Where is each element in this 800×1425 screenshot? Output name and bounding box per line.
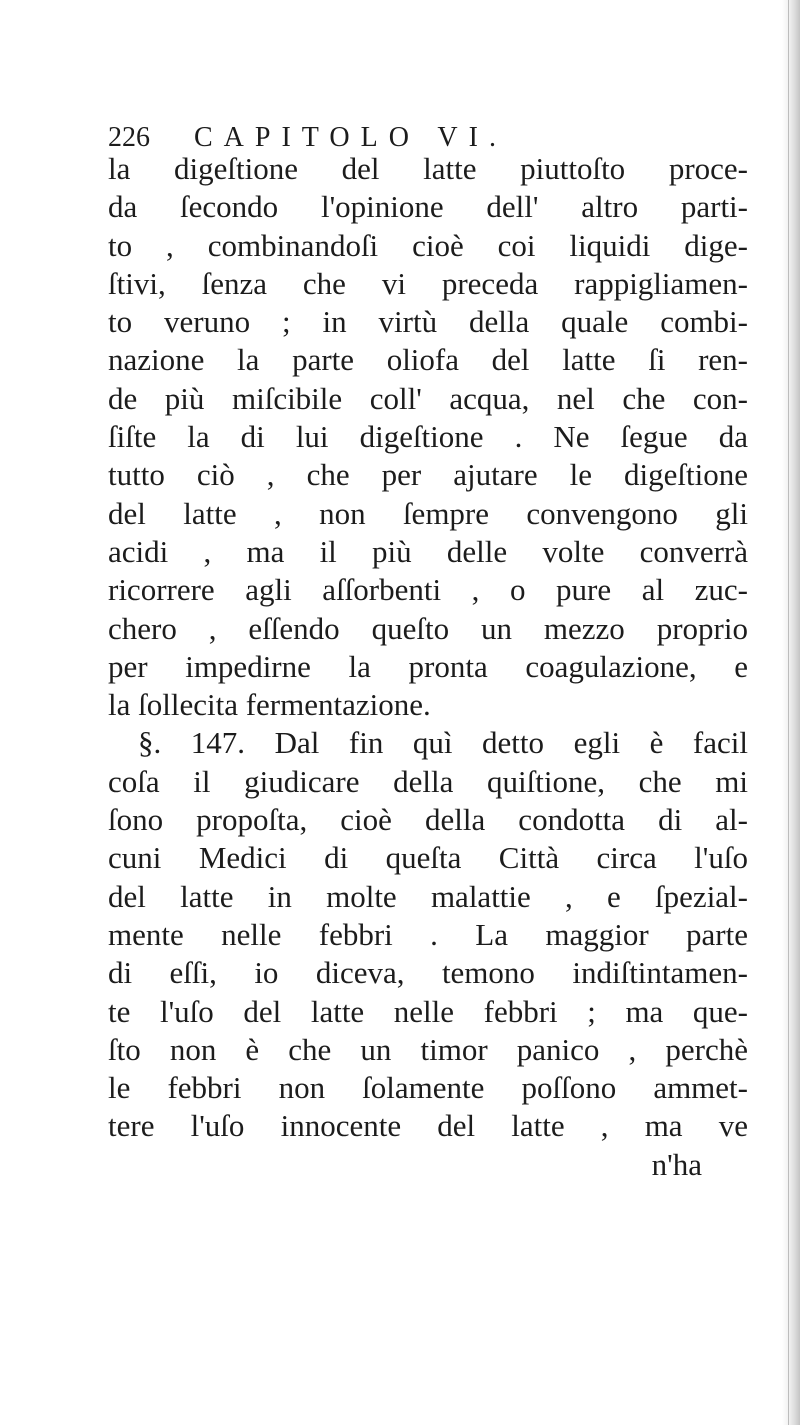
- text-line: tere l'uſo innocente del latte , ma ve: [108, 1108, 748, 1144]
- text-line: ricorrere agli aſſorbenti , o pure al zuc-: [108, 572, 748, 608]
- body-text: [108, 150, 748, 1184]
- text-line: acidi , ma il più delle volte converrà: [108, 533, 748, 569]
- text-line: to , combinandoſi cioè coi liquidi dige-: [108, 227, 748, 263]
- text-line: ſto non è che un timor panico , perchè: [108, 1031, 748, 1067]
- text-line: cuni Medici di queſta Città circa l'uſo: [108, 840, 748, 876]
- catchword: n'ha: [651, 1146, 702, 1182]
- text-line: de più miſcibile coll' acqua, nel che con-: [108, 380, 748, 416]
- page-edge-line: [788, 0, 789, 1425]
- text-line: la digeſtione del latte piuttoſto proce-: [108, 151, 748, 186]
- text-line: ſono propoſta, cioè della condotta di al-: [108, 802, 748, 838]
- text-line: del latte , non ſempre convengono gli: [108, 495, 748, 531]
- page-number: 226: [108, 122, 150, 153]
- text-line: mente nelle febbri . La maggior parte: [108, 916, 748, 952]
- page-edge-shadow: [782, 0, 800, 1425]
- text-line: §. 147. Dal fin quì detto egli è facil: [138, 725, 748, 761]
- text-line: tutto ciò , che per ajutare le digeſtione: [108, 457, 748, 493]
- text-line: coſa il giudicare della quiſtione, che mi: [108, 763, 748, 799]
- text-line: te l'uſo del latte nelle febbri ; ma que-: [108, 993, 748, 1029]
- text-line: per impedirne la pronta coagulazione, e: [108, 648, 748, 684]
- text-line: del latte in molte malattie , e ſpezial-: [108, 878, 748, 914]
- text-line: nazione la parte oliofa del latte ſi ren-: [108, 342, 748, 378]
- text-line: le febbri non ſolamente poſſono ammet-: [108, 1070, 748, 1106]
- text-line: ſiſte la di lui digeſtione . Ne ſegue da: [108, 419, 748, 455]
- chapter-title: CAPITOLO VI.: [194, 122, 507, 153]
- text-line: di eſſi, io diceva, temono indiſtintamen-: [108, 955, 748, 991]
- text-line: to veruno ; in virtù della quale combi-: [108, 304, 748, 340]
- text-line: da ſecondo l'opinione dell' altro parti-: [108, 189, 748, 225]
- text-line: chero , eſſendo queſto un mezzo proprio: [108, 610, 748, 646]
- text-line: la ſollecita fermentazione.: [108, 687, 431, 723]
- text-line: ſtivi, ſenza che vi preceda rappigliamen-: [108, 265, 748, 301]
